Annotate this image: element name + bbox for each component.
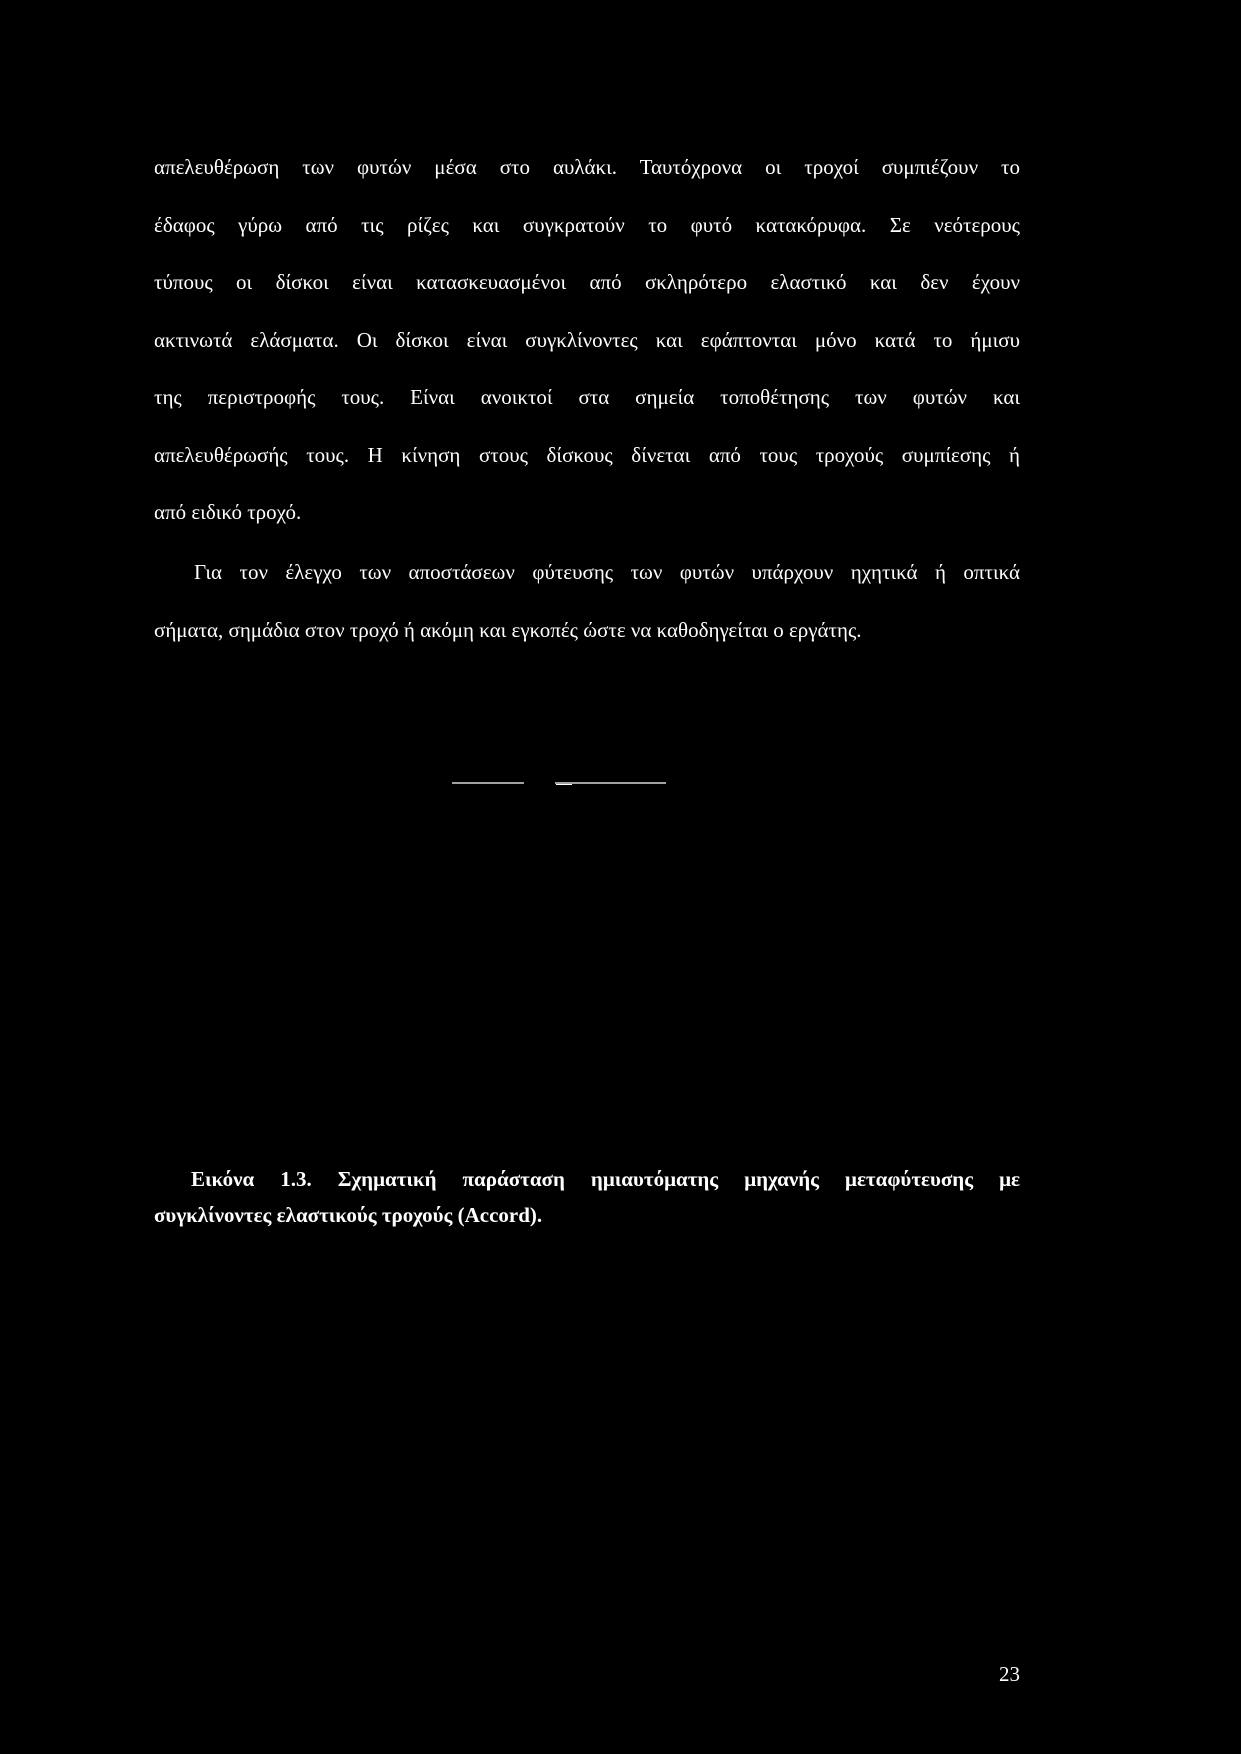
paragraph-line: Για τον έλεγχο των αποστάσεων φύτευσης των φυτών υπάρχουν ηχητικά ή οπτικά bbox=[194, 560, 1020, 584]
paragraph-line: απελευθέρωση των φυτών μέσα στο αυλάκι. Ταυτόχρονα οι τροχοί συμπιέζουν το bbox=[154, 155, 1020, 179]
body-paragraph-2 bbox=[154, 544, 1020, 659]
paragraph-line: έδαφος γύρω από τις ρίζες και συγκρατούν το φυτό κατακόρυφα. Σε νεότερους bbox=[154, 212, 1020, 237]
figure-image bbox=[452, 780, 672, 790]
page-number: 23 bbox=[999, 1662, 1020, 1686]
paragraph-line: της περιστροφής τους. Είναι ανοικτοί στα σημεία τοποθέτησης των φυτών και bbox=[154, 385, 1020, 409]
paragraph-line: τύπους οι δίσκοι είναι κατασκευασμένοι από σκληρότερο ελαστικό και δεν έχουν bbox=[154, 270, 1020, 294]
caption-line: συγκλίνοντες ελαστικούς τροχούς (Accord). bbox=[154, 1203, 543, 1227]
paragraph-line: από ειδικό τροχό. bbox=[154, 500, 302, 524]
paragraph-line: ακτινωτά ελάσματα. Οι δίσκοι είναι συγκλίνοντες και εφάπτονται μόνο κατά το ήμισυ bbox=[154, 327, 1020, 352]
paragraph-line: απελευθέρωσής τους. Η κίνηση στους δίσκους δίνεται από τους τροχούς συμπίεσης ή bbox=[154, 442, 1020, 467]
figure-caption bbox=[154, 1161, 1020, 1233]
body-paragraph-1 bbox=[154, 139, 1020, 542]
caption-line: Εικόνα 1.3. Σχηματική παράσταση ημιαυτόματης μηχανής μεταφύτευσης με bbox=[191, 1167, 1020, 1191]
paragraph-line: σήματα, σημάδια στον τροχό ή ακόμη και εγκοπές ώστε να καθοδηγείται ο εργάτης. bbox=[154, 617, 862, 642]
